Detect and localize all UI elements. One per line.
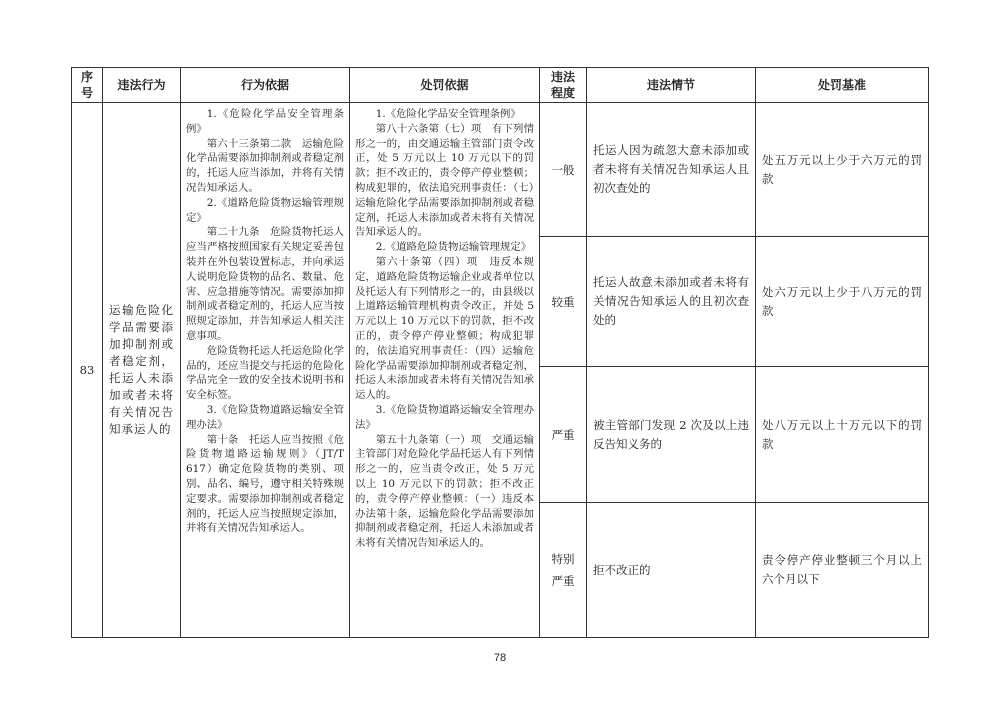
header-violation: 违法行为 xyxy=(103,68,181,103)
header-seq: 序号 xyxy=(72,68,103,103)
row-penalty-basis xyxy=(350,103,540,638)
penalty-paragraph: 3.《危险货物道路运输安全管理办法》 xyxy=(355,403,534,431)
circumstance-severe: 被主管部门发现 2 次及以上违反告知义务的 xyxy=(587,367,756,503)
penalty-paragraph: 第六十条第（四）项 违反本规定，道路危险货物运输企业或者单位以及托运人有下列情形之一的，由县级以上道路运输管理机构责令改正，并处 5 万元以上 10 万元以下的罚款，拒不改正的，责令停产停业整顿；构成犯罪的，依法追究刑事责任：（四）运输危险化学品需要添加抑制剂或者稳定剂，托运人未添加或者未将有关情况告知承运人的。 xyxy=(355,255,534,402)
degree-general: 一般 xyxy=(540,103,587,237)
penalty-paragraph: 1.《危险化学品安全管理条例》 xyxy=(375,108,521,120)
standard-especially-severe: 责令停产停业整顿三个月以上六个月以下 xyxy=(756,503,929,638)
row-seq: 83 xyxy=(72,103,103,638)
basis-paragraph: 危险货物托运人托运危险化学品的，还应当提交与托运的危险化学品完全一致的安全技术说明书和安全标签。 xyxy=(186,344,344,402)
penalty-paragraph: 第八十六条第（七）项 有下列情形之一的，由交通运输主管部门责令改正，处 5 万元以上 10 万元以下的罚款；拒不改正的，责令停产停业整顿；构成犯罪的，依法追究刑事责任：（七）运输危险化学品需要添加抑制剂或者稳定剂，托运人未添加或者未将有关情况告知承运人的。 xyxy=(355,122,534,239)
standard-severe: 处八万元以上十万元以下的罚款 xyxy=(756,367,929,503)
header-penalty-basis: 处罚依据 xyxy=(350,68,540,103)
circumstance-especially-severe: 拒不改正的 xyxy=(587,503,756,638)
penalty-paragraph: 第五十九条第（一）项 交通运输主管部门对危险化学品托运人有下列情形之一的，应当责令改正，处 5 万元以上 10 万元以下的罚款；拒不改正的，责令停产停业整顿：（一）违反本办法第十条，运输危险化学品需要添加抑制剂或者稳定剂，托运人未添加或者未将有关情况告知承运人的。 xyxy=(355,433,534,550)
page-number: 78 xyxy=(493,652,507,664)
degree-serious: 较重 xyxy=(540,237,587,367)
standard-general: 处五万元以上少于六万元的罚款 xyxy=(756,103,929,237)
table-header-row xyxy=(72,68,929,103)
circumstance-general: 托运人因为疏忽大意未添加或者未将有关情况告知承运人且初次查处的 xyxy=(587,103,756,237)
degree-severe: 严重 xyxy=(540,367,587,503)
header-circumstance: 违法情节 xyxy=(587,68,756,103)
header-degree: 违法程度 xyxy=(540,68,587,103)
row-basis xyxy=(181,103,350,638)
basis-paragraph: 2.《道路危险货物运输管理规定》 xyxy=(186,196,344,224)
header-standard: 处罚基准 xyxy=(756,68,929,103)
table-row xyxy=(72,103,929,237)
regulation-table xyxy=(71,67,929,638)
basis-paragraph: 1.《危险化学品安全管理条例》 xyxy=(186,108,344,135)
degree-especially-severe: 特别严重 xyxy=(540,503,587,638)
standard-serious: 处六万元以上少于八万元的罚款 xyxy=(756,237,929,367)
basis-paragraph: 第十条 托运人应当按照《危险货物道路运输规则》（JT/T 617）确定危险货物的类别、项别、品名、编号，遵守相关特殊规定要求。需要添加抑制剂或者稳定剂的，托运人应当按照规定添加，并将有关情况告知承运人。 xyxy=(186,433,344,535)
basis-paragraph: 第六十三条第二款 运输危险化学品需要添加抑制剂或者稳定剂的，托运人应当添加，并将有关情况告知承运人。 xyxy=(186,137,344,194)
basis-paragraph: 第二十九条 危险货物托运人应当严格按照国家有关规定妥善包装并在外包装设置标志，并向承运人说明危险货物的品名、数量、危害、应急措施等情况。需要添加抑制剂或者稳定剂的，托运人应当按照规定添加，并告知承运人相关注意事项。 xyxy=(186,226,344,342)
circumstance-serious: 托运人故意未添加或者未将有关情况告知承运人的且初次查处的 xyxy=(587,237,756,367)
row-violation: 运输危险化学品需要添加抑制剂或者稳定剂，托运人未添加或者未将有关情况告知承运人的 xyxy=(103,103,181,638)
header-basis: 行为依据 xyxy=(181,68,350,103)
basis-paragraph: 3.《危险货物道路运输安全管理办法》 xyxy=(186,403,344,431)
penalty-paragraph: 2.《道路危险货物运输管理规定》 xyxy=(375,241,532,254)
